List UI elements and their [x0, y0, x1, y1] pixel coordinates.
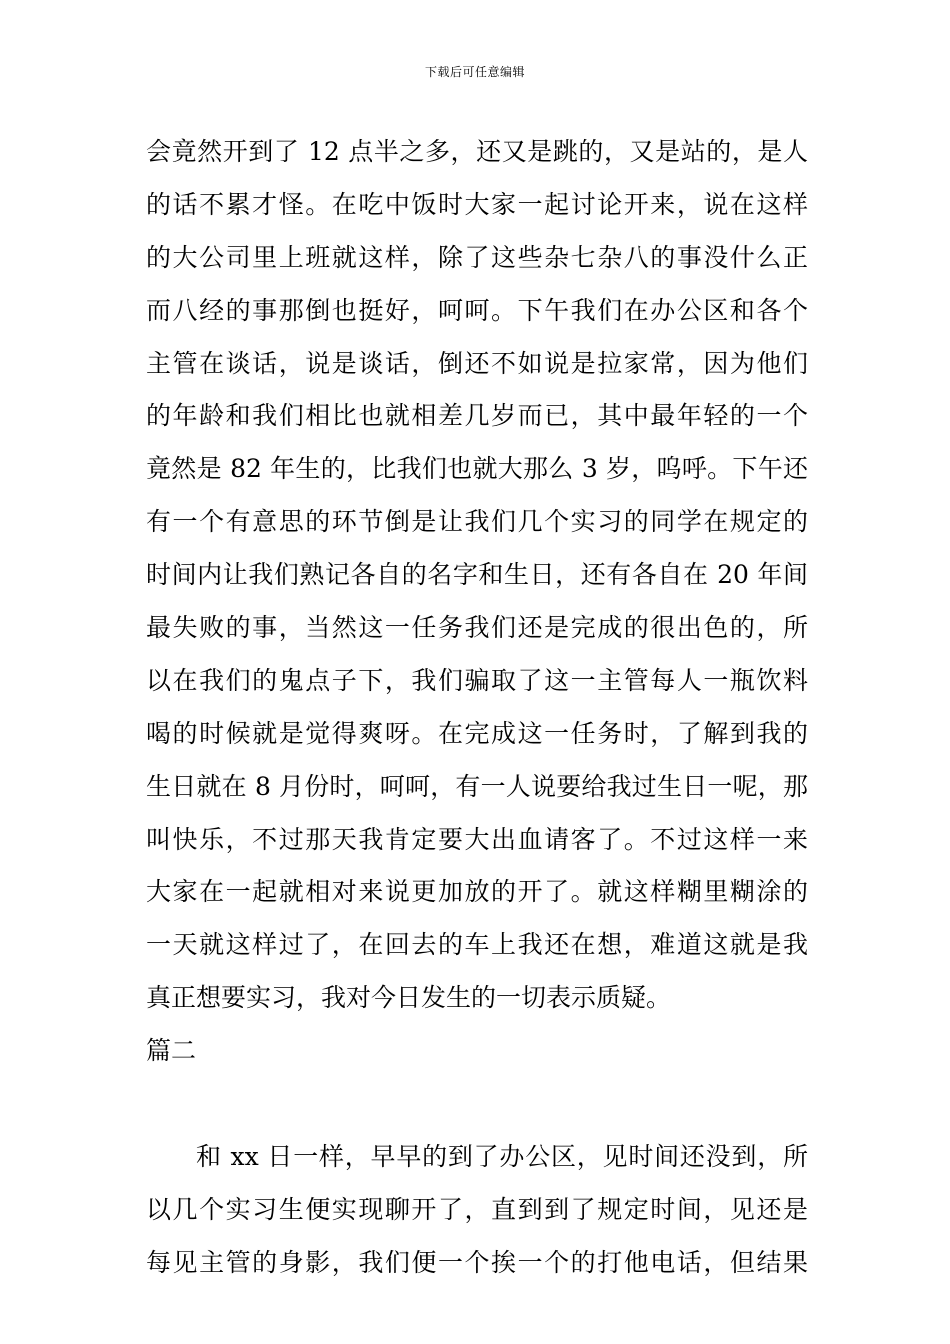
- paragraph-line: 一天就这样过了，在回去的车上我还在想，难道这就是我: [146, 930, 808, 960]
- section-title: 篇二: [146, 1036, 197, 1066]
- paragraph-line: 喝的时候就是觉得爽呀。在完成这一任务时，了解到我的: [146, 718, 808, 748]
- paragraph-1: [146, 126, 808, 1025]
- paragraph-2: [146, 1131, 808, 1290]
- paragraph-line: 会竟然开到了 12 点半之多，还又是跳的，又是站的，是人: [146, 137, 808, 166]
- paragraph-line: 最失败的事，当然这一任务我们还是完成的很出色的，所: [146, 613, 808, 643]
- paragraph-line: 以在我们的鬼点子下，我们骗取了这一主管每人一瓶饮料: [146, 665, 808, 695]
- paragraph-line: 以几个实习生便实现聊开了，直到到了规定时间，见还是: [146, 1194, 808, 1224]
- document-body: [146, 126, 808, 1290]
- paragraph-line: 主管在谈话，说是谈话，倒还不如说是拉家常，因为他们: [146, 348, 808, 378]
- paragraph-line: 生日就在 8 月份时，呵呵，有一人说要给我过生日一呢，那: [146, 771, 808, 801]
- paragraph-line: 有一个有意思的环节倒是让我们几个实习的同学在规定的: [146, 507, 808, 537]
- paragraph-line: 的大公司里上班就这样，除了这些杂七杂八的事没什么正: [146, 242, 808, 272]
- paragraph-line: 竟然是 82 年生的，比我们也就大那么 3 岁，呜呼。下午还: [146, 454, 808, 484]
- paragraph-line: 时间内让我们熟记各自的名字和生日，还有各自在 20 年间: [146, 560, 808, 590]
- paragraph-line: 叫快乐，不过那天我肯定要大出血请客了。不过这样一来: [146, 824, 808, 854]
- paragraph-line: 大家在一起就相对来说更加放的开了。就这样糊里糊涂的: [146, 877, 808, 907]
- page-header-note: 下载后可任意编辑: [424, 65, 525, 79]
- blank-line: [146, 1078, 808, 1131]
- paragraph-line: 每见主管的身影，我们便一个挨一个的打他电话，但结果: [146, 1247, 808, 1277]
- paragraph-line: 真正想要实习，我对今日发生的一切表示质疑。: [146, 983, 672, 1013]
- paragraph-line: 而八经的事那倒也挺好，呵呵。下午我们在办公区和各个: [146, 295, 808, 325]
- paragraph-line: 和 xx 日一样，早早的到了办公区，见时间还没到，所: [196, 1141, 808, 1171]
- paragraph-line: 的年龄和我们相比也就相差几岁而已，其中最年轻的一个: [146, 401, 808, 431]
- paragraph-line: 的话不累才怪。在吃中饭时大家一起讨论开来，说在这样: [146, 189, 808, 219]
